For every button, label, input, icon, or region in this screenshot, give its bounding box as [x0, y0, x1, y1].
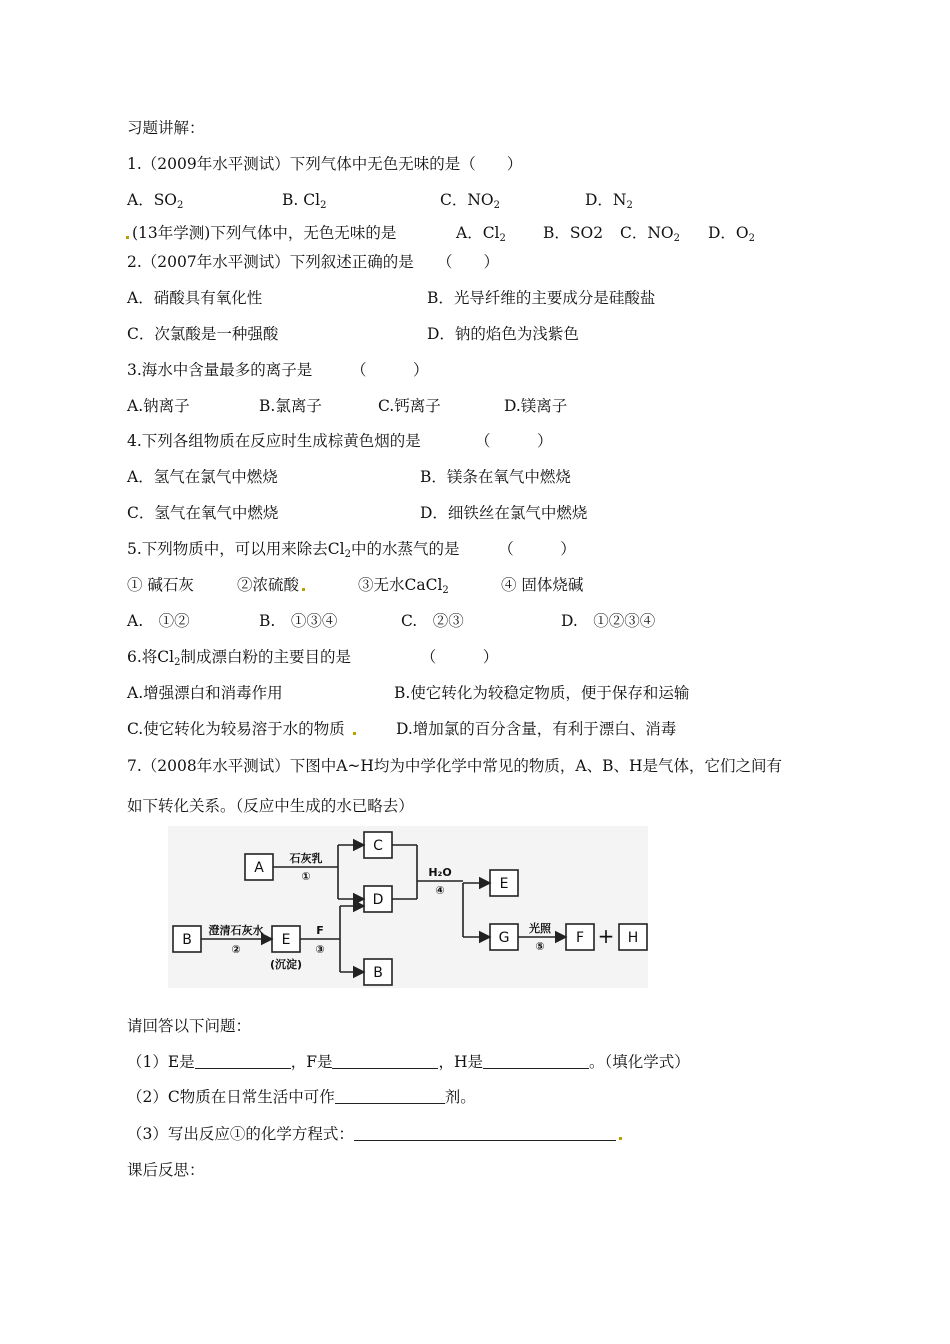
- q2-option-a: A．硝酸具有氧化性: [127, 289, 263, 307]
- q5-item-1: ① 碱石灰: [127, 576, 194, 594]
- question-7-line-2: 如下转化关系。（反应中生成的水已略去）: [127, 797, 414, 815]
- question-1-stem: 1.（2009年水平测试）下列气体中无色无味的是（ ）: [127, 155, 523, 173]
- label-f: F: [575, 930, 585, 946]
- q6-option-a: A.增强漂白和消毒作用: [127, 684, 283, 702]
- question-6-stem: 6.将$Cl_2$制成漂白粉的主要目的是 （ ）: [127, 648, 499, 668]
- step-4: ④: [435, 884, 445, 897]
- q1b-option-b: B．SO2: [543, 224, 604, 242]
- label-b-left: B: [182, 932, 192, 948]
- q3-option-b: B.氯离子: [259, 397, 322, 415]
- q1b-stem: (13年学测)下列气体中，无色无味的是: [123, 223, 396, 243]
- q1-option-c: C．$NO_2$: [440, 191, 501, 211]
- question-4-stem: 4.下列各组物质在反应时生成棕黄色烟的是 （ ）: [127, 432, 553, 450]
- q5-option-b: B. ①③④: [259, 612, 338, 630]
- q1b-option-c: C．$NO_2$: [620, 224, 681, 244]
- reagent-shihuiru: 石灰乳: [289, 852, 323, 865]
- question-5-stem: 5.下列物质中，可以用来除去$Cl_2$中的水蒸气的是 （ ）: [127, 540, 576, 560]
- q6-option-c: C.使它转化为较易溶于水的物质: [127, 719, 359, 739]
- q4-option-a: A．氢气在氯气中燃烧: [127, 468, 278, 486]
- question-7-line-1: 7.（2008年水平测试）下图中A~H均为中学化学中常见的物质，A、B、H是气体，它们之间有: [127, 757, 783, 775]
- blank-c-use[interactable]: [335, 1089, 445, 1104]
- label-d: D: [372, 892, 384, 908]
- q5-option-d: D. ①②③④: [561, 612, 656, 630]
- q6-option-d: D.增加氯的百分含量，有利于漂白、消毒: [396, 720, 677, 738]
- step-1: ①: [301, 870, 311, 883]
- q5-option-c: C. ②③: [401, 612, 464, 630]
- plus-sign: +: [597, 924, 615, 948]
- section-heading: 习题讲解：: [127, 119, 205, 137]
- question-3-stem: 3.海水中含量最多的离子是 （ ）: [127, 361, 429, 379]
- q3-option-c: C.钙离子: [378, 397, 441, 415]
- blank-h[interactable]: [483, 1054, 589, 1069]
- q6-option-b: B.使它转化为较稳定物质，便于保存和运输: [394, 684, 690, 702]
- q5-item-2: ②浓硫酸: [237, 575, 308, 595]
- question-2-stem: 2.（2007年水平测试）下列叙述正确的是 （ ）: [127, 253, 499, 271]
- answer-part-1: （1）E是 ，F是 ，H是 。（填化学式）: [127, 1053, 690, 1071]
- reagent-chengqing: 澄清石灰水: [208, 924, 264, 937]
- label-h: H: [627, 930, 639, 946]
- q1-option-a: A．$SO_2$: [127, 191, 184, 211]
- q1-option-b: B. $Cl_2$: [282, 191, 327, 211]
- answer-part-2: （2）C物质在日常生活中可作 剂。: [127, 1088, 476, 1106]
- q1b-option-d: D．$O_2$: [708, 224, 756, 244]
- q3-option-d: D.镁离子: [504, 397, 568, 415]
- label-a: A: [254, 860, 264, 876]
- label-b-right: B: [373, 965, 383, 981]
- q2-option-b: B．光导纤维的主要成分是硅酸盐: [427, 289, 656, 307]
- q2-option-d: D．钠的焰色为浅紫色: [427, 325, 579, 343]
- q4-option-c: C．氢气在氧气中燃烧: [127, 504, 279, 522]
- label-c: C: [373, 838, 383, 854]
- blank-f[interactable]: [332, 1054, 438, 1069]
- q1-option-d: D．$N_2$: [585, 191, 633, 211]
- q1b-option-a: A．$Cl_2$: [456, 224, 506, 244]
- label-e-left: E: [281, 932, 291, 948]
- q4-option-b: B．镁条在氧气中燃烧: [420, 468, 571, 486]
- reflection-heading: 课后反思：: [127, 1161, 205, 1179]
- step-2: ②: [231, 943, 241, 956]
- answer-prompt: 请回答以下问题：: [127, 1017, 252, 1035]
- blank-equation[interactable]: [354, 1126, 616, 1141]
- q3-option-a: A.钠离子: [127, 397, 190, 415]
- reagent-h2o: H₂O: [428, 866, 452, 879]
- q4-option-d: D．细铁丝在氯气中燃烧: [420, 504, 588, 522]
- step-5: ⑤: [535, 940, 545, 953]
- precipitate-note: (沉淀): [269, 958, 303, 971]
- reagent-f: F: [316, 924, 324, 937]
- answer-part-3: （3）写出反应①的化学方程式：: [127, 1124, 625, 1144]
- label-g: G: [498, 930, 510, 946]
- label-e-right: E: [499, 876, 509, 892]
- step-3: ③: [315, 943, 325, 956]
- reagent-guangzhao: 光照: [529, 922, 551, 935]
- q5-option-a: A. ①②: [127, 612, 190, 630]
- reaction-diagram: [168, 826, 648, 988]
- blank-e[interactable]: [195, 1054, 291, 1069]
- q5-item-4: ④ 固体烧碱: [501, 576, 584, 594]
- q2-option-c: C．次氯酸是一种强酸: [127, 325, 279, 343]
- q5-item-3: ③无水CaCl$_2$: [358, 576, 449, 596]
